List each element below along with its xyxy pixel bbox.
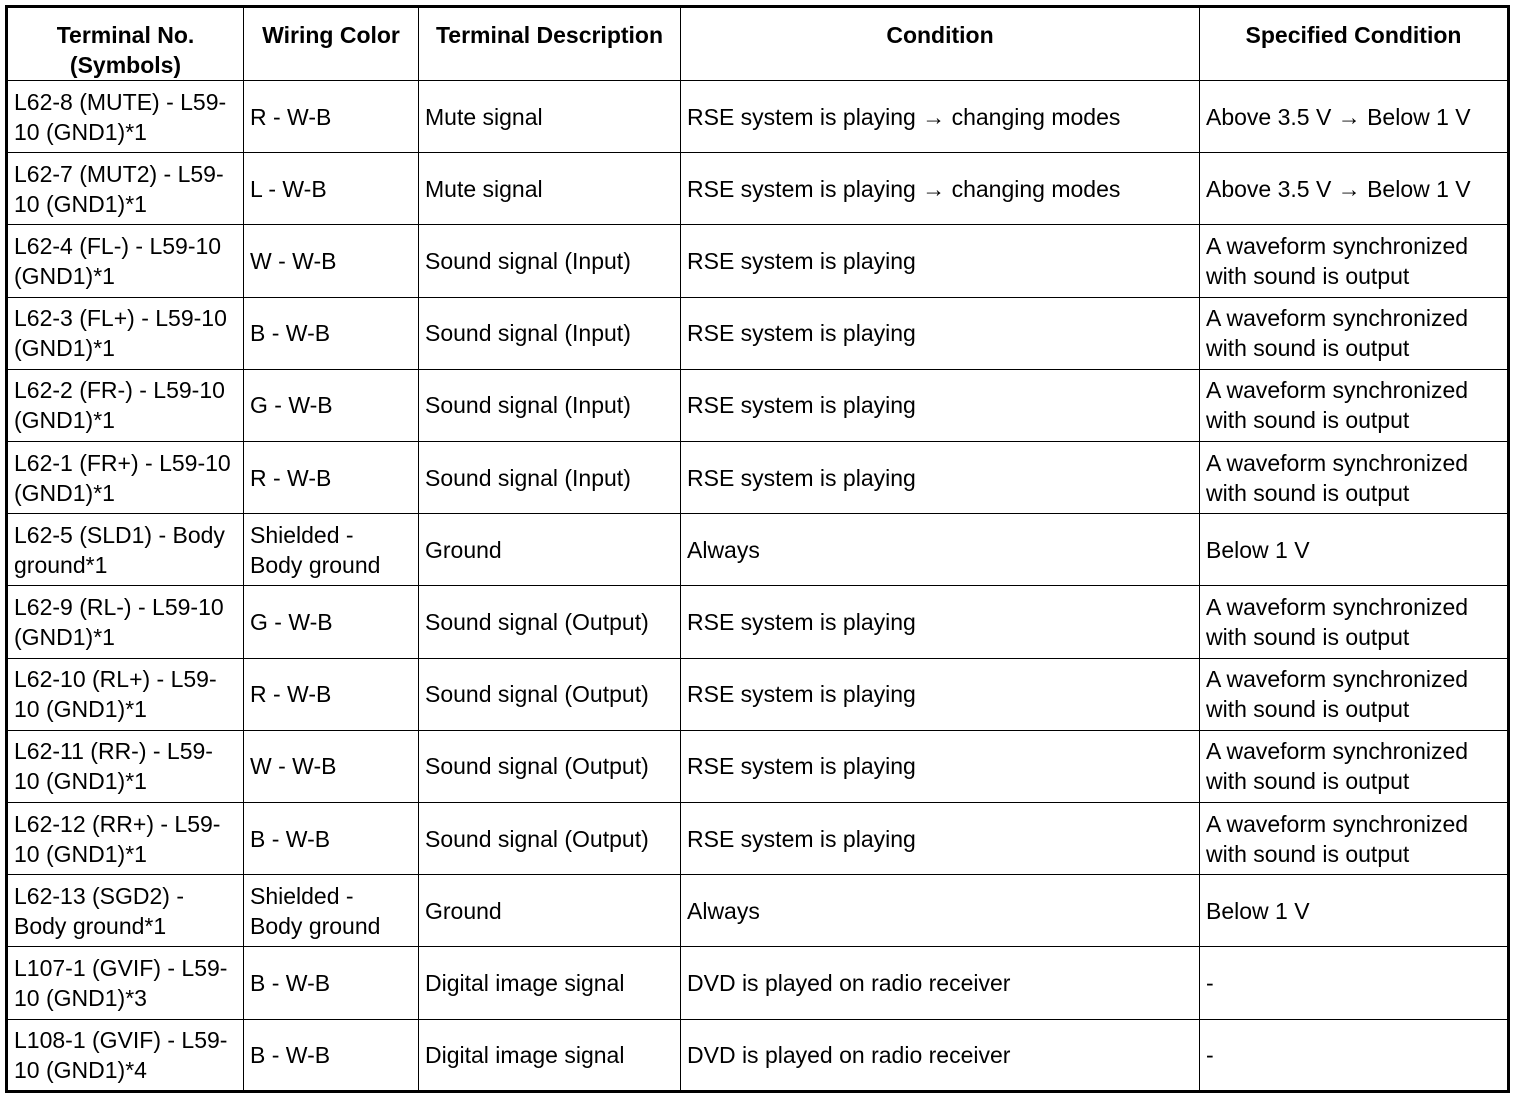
- cell-wiring-color: G - W-B: [244, 369, 419, 441]
- cell-terminal-description: Sound signal (Output): [419, 803, 681, 875]
- cell-terminal-description: Sound signal (Output): [419, 730, 681, 802]
- cell-terminal-description: Sound signal (Output): [419, 586, 681, 658]
- cell-specified-condition: Below 1 V: [1200, 514, 1509, 586]
- cell-terminal-description: Sound signal (Input): [419, 225, 681, 297]
- table-row: [7, 658, 1509, 730]
- cell-terminal-description: Sound signal (Input): [419, 369, 681, 441]
- cell-terminal-no: L62-1 (FR+) - L59-10 (GND1)*1: [7, 442, 244, 514]
- cell-condition: RSE system is playing: [681, 369, 1200, 441]
- cell-wiring-color: R - W-B: [244, 442, 419, 514]
- cell-terminal-no: L62-4 (FL-) - L59-10 (GND1)*1: [7, 225, 244, 297]
- cell-terminal-description: Sound signal (Input): [419, 442, 681, 514]
- table-row: [7, 442, 1509, 514]
- table-row: [7, 369, 1509, 441]
- cell-condition: RSE system is playing: [681, 730, 1200, 802]
- cell-terminal-description: Ground: [419, 514, 681, 586]
- cell-terminal-no: L62-10 (RL+) - L59-10 (GND1)*1: [7, 658, 244, 730]
- cell-specified-condition: A waveform synchronized with sound is output: [1200, 803, 1509, 875]
- table-row: [7, 81, 1509, 153]
- cell-wiring-color: B - W-B: [244, 947, 419, 1019]
- cell-specified-condition: Below 1 V: [1200, 875, 1509, 947]
- cell-terminal-description: Ground: [419, 875, 681, 947]
- cell-condition: Always: [681, 875, 1200, 947]
- cell-condition: RSE system is playing → changing modes: [681, 81, 1200, 153]
- cell-condition: RSE system is playing: [681, 658, 1200, 730]
- header-specified-condition: Specified Condition: [1200, 7, 1509, 81]
- cell-condition: RSE system is playing: [681, 803, 1200, 875]
- cell-specified-condition: A waveform synchronized with sound is output: [1200, 730, 1509, 802]
- cell-terminal-description: Digital image signal: [419, 1019, 681, 1091]
- cell-specified-condition: A waveform synchronized with sound is output: [1200, 225, 1509, 297]
- cell-terminal-no: L62-13 (SGD2) - Body ground*1: [7, 875, 244, 947]
- table-row: [7, 875, 1509, 947]
- cell-specified-condition: A waveform synchronized with sound is output: [1200, 369, 1509, 441]
- cell-specified-condition: -: [1200, 947, 1509, 1019]
- cell-specified-condition: Above 3.5 V → Below 1 V: [1200, 153, 1509, 225]
- cell-specified-condition: A waveform synchronized with sound is output: [1200, 297, 1509, 369]
- cell-condition: RSE system is playing: [681, 442, 1200, 514]
- cell-condition: RSE system is playing: [681, 297, 1200, 369]
- header-wiring-color: Wiring Color: [244, 7, 419, 81]
- table-row: [7, 947, 1509, 1019]
- terminal-table-container: [5, 5, 1507, 1093]
- cell-wiring-color: R - W-B: [244, 81, 419, 153]
- cell-condition: Always: [681, 514, 1200, 586]
- cell-terminal-no: L62-12 (RR+) - L59-10 (GND1)*1: [7, 803, 244, 875]
- cell-wiring-color: Shielded - Body ground: [244, 514, 419, 586]
- cell-terminal-description: Digital image signal: [419, 947, 681, 1019]
- table-row: [7, 803, 1509, 875]
- cell-wiring-color: B - W-B: [244, 803, 419, 875]
- cell-terminal-no: L62-5 (SLD1) - Body ground*1: [7, 514, 244, 586]
- table-row: [7, 586, 1509, 658]
- cell-wiring-color: B - W-B: [244, 297, 419, 369]
- cell-condition: RSE system is playing: [681, 586, 1200, 658]
- cell-terminal-description: Sound signal (Input): [419, 297, 681, 369]
- cell-wiring-color: G - W-B: [244, 586, 419, 658]
- cell-wiring-color: L - W-B: [244, 153, 419, 225]
- table-row: [7, 297, 1509, 369]
- cell-terminal-no: L108-1 (GVIF) - L59-10 (GND1)*4: [7, 1019, 244, 1091]
- cell-condition: DVD is played on radio receiver: [681, 1019, 1200, 1091]
- table-row: [7, 1019, 1509, 1091]
- cell-terminal-description: Sound signal (Output): [419, 658, 681, 730]
- table-row: [7, 225, 1509, 297]
- table-row: [7, 730, 1509, 802]
- cell-specified-condition: A waveform synchronized with sound is output: [1200, 586, 1509, 658]
- cell-specified-condition: A waveform synchronized with sound is output: [1200, 658, 1509, 730]
- cell-specified-condition: -: [1200, 1019, 1509, 1091]
- cell-terminal-no: L62-2 (FR-) - L59-10 (GND1)*1: [7, 369, 244, 441]
- header-terminal-no: Terminal No. (Symbols): [7, 7, 244, 81]
- cell-terminal-description: Mute signal: [419, 153, 681, 225]
- cell-wiring-color: W - W-B: [244, 225, 419, 297]
- cell-terminal-no: L62-7 (MUT2) - L59-10 (GND1)*1: [7, 153, 244, 225]
- cell-terminal-no: L107-1 (GVIF) - L59-10 (GND1)*3: [7, 947, 244, 1019]
- cell-wiring-color: W - W-B: [244, 730, 419, 802]
- table-row: [7, 514, 1509, 586]
- cell-terminal-no: L62-9 (RL-) - L59-10 (GND1)*1: [7, 586, 244, 658]
- cell-condition: RSE system is playing: [681, 225, 1200, 297]
- cell-terminal-no: L62-3 (FL+) - L59-10 (GND1)*1: [7, 297, 244, 369]
- cell-wiring-color: Shielded - Body ground: [244, 875, 419, 947]
- cell-terminal-no: L62-8 (MUTE) - L59-10 (GND1)*1: [7, 81, 244, 153]
- table-body: [7, 81, 1509, 1092]
- cell-terminal-no: L62-11 (RR-) - L59-10 (GND1)*1: [7, 730, 244, 802]
- cell-wiring-color: R - W-B: [244, 658, 419, 730]
- table-row: [7, 153, 1509, 225]
- cell-condition: DVD is played on radio receiver: [681, 947, 1200, 1019]
- cell-condition: RSE system is playing → changing modes: [681, 153, 1200, 225]
- terminal-table: [5, 5, 1510, 1093]
- cell-wiring-color: B - W-B: [244, 1019, 419, 1091]
- header-condition: Condition: [681, 7, 1200, 81]
- cell-terminal-description: Mute signal: [419, 81, 681, 153]
- table-header-row: [7, 7, 1509, 81]
- cell-specified-condition: A waveform synchronized with sound is output: [1200, 442, 1509, 514]
- cell-specified-condition: Above 3.5 V → Below 1 V: [1200, 81, 1509, 153]
- header-terminal-description: Terminal Description: [419, 7, 681, 81]
